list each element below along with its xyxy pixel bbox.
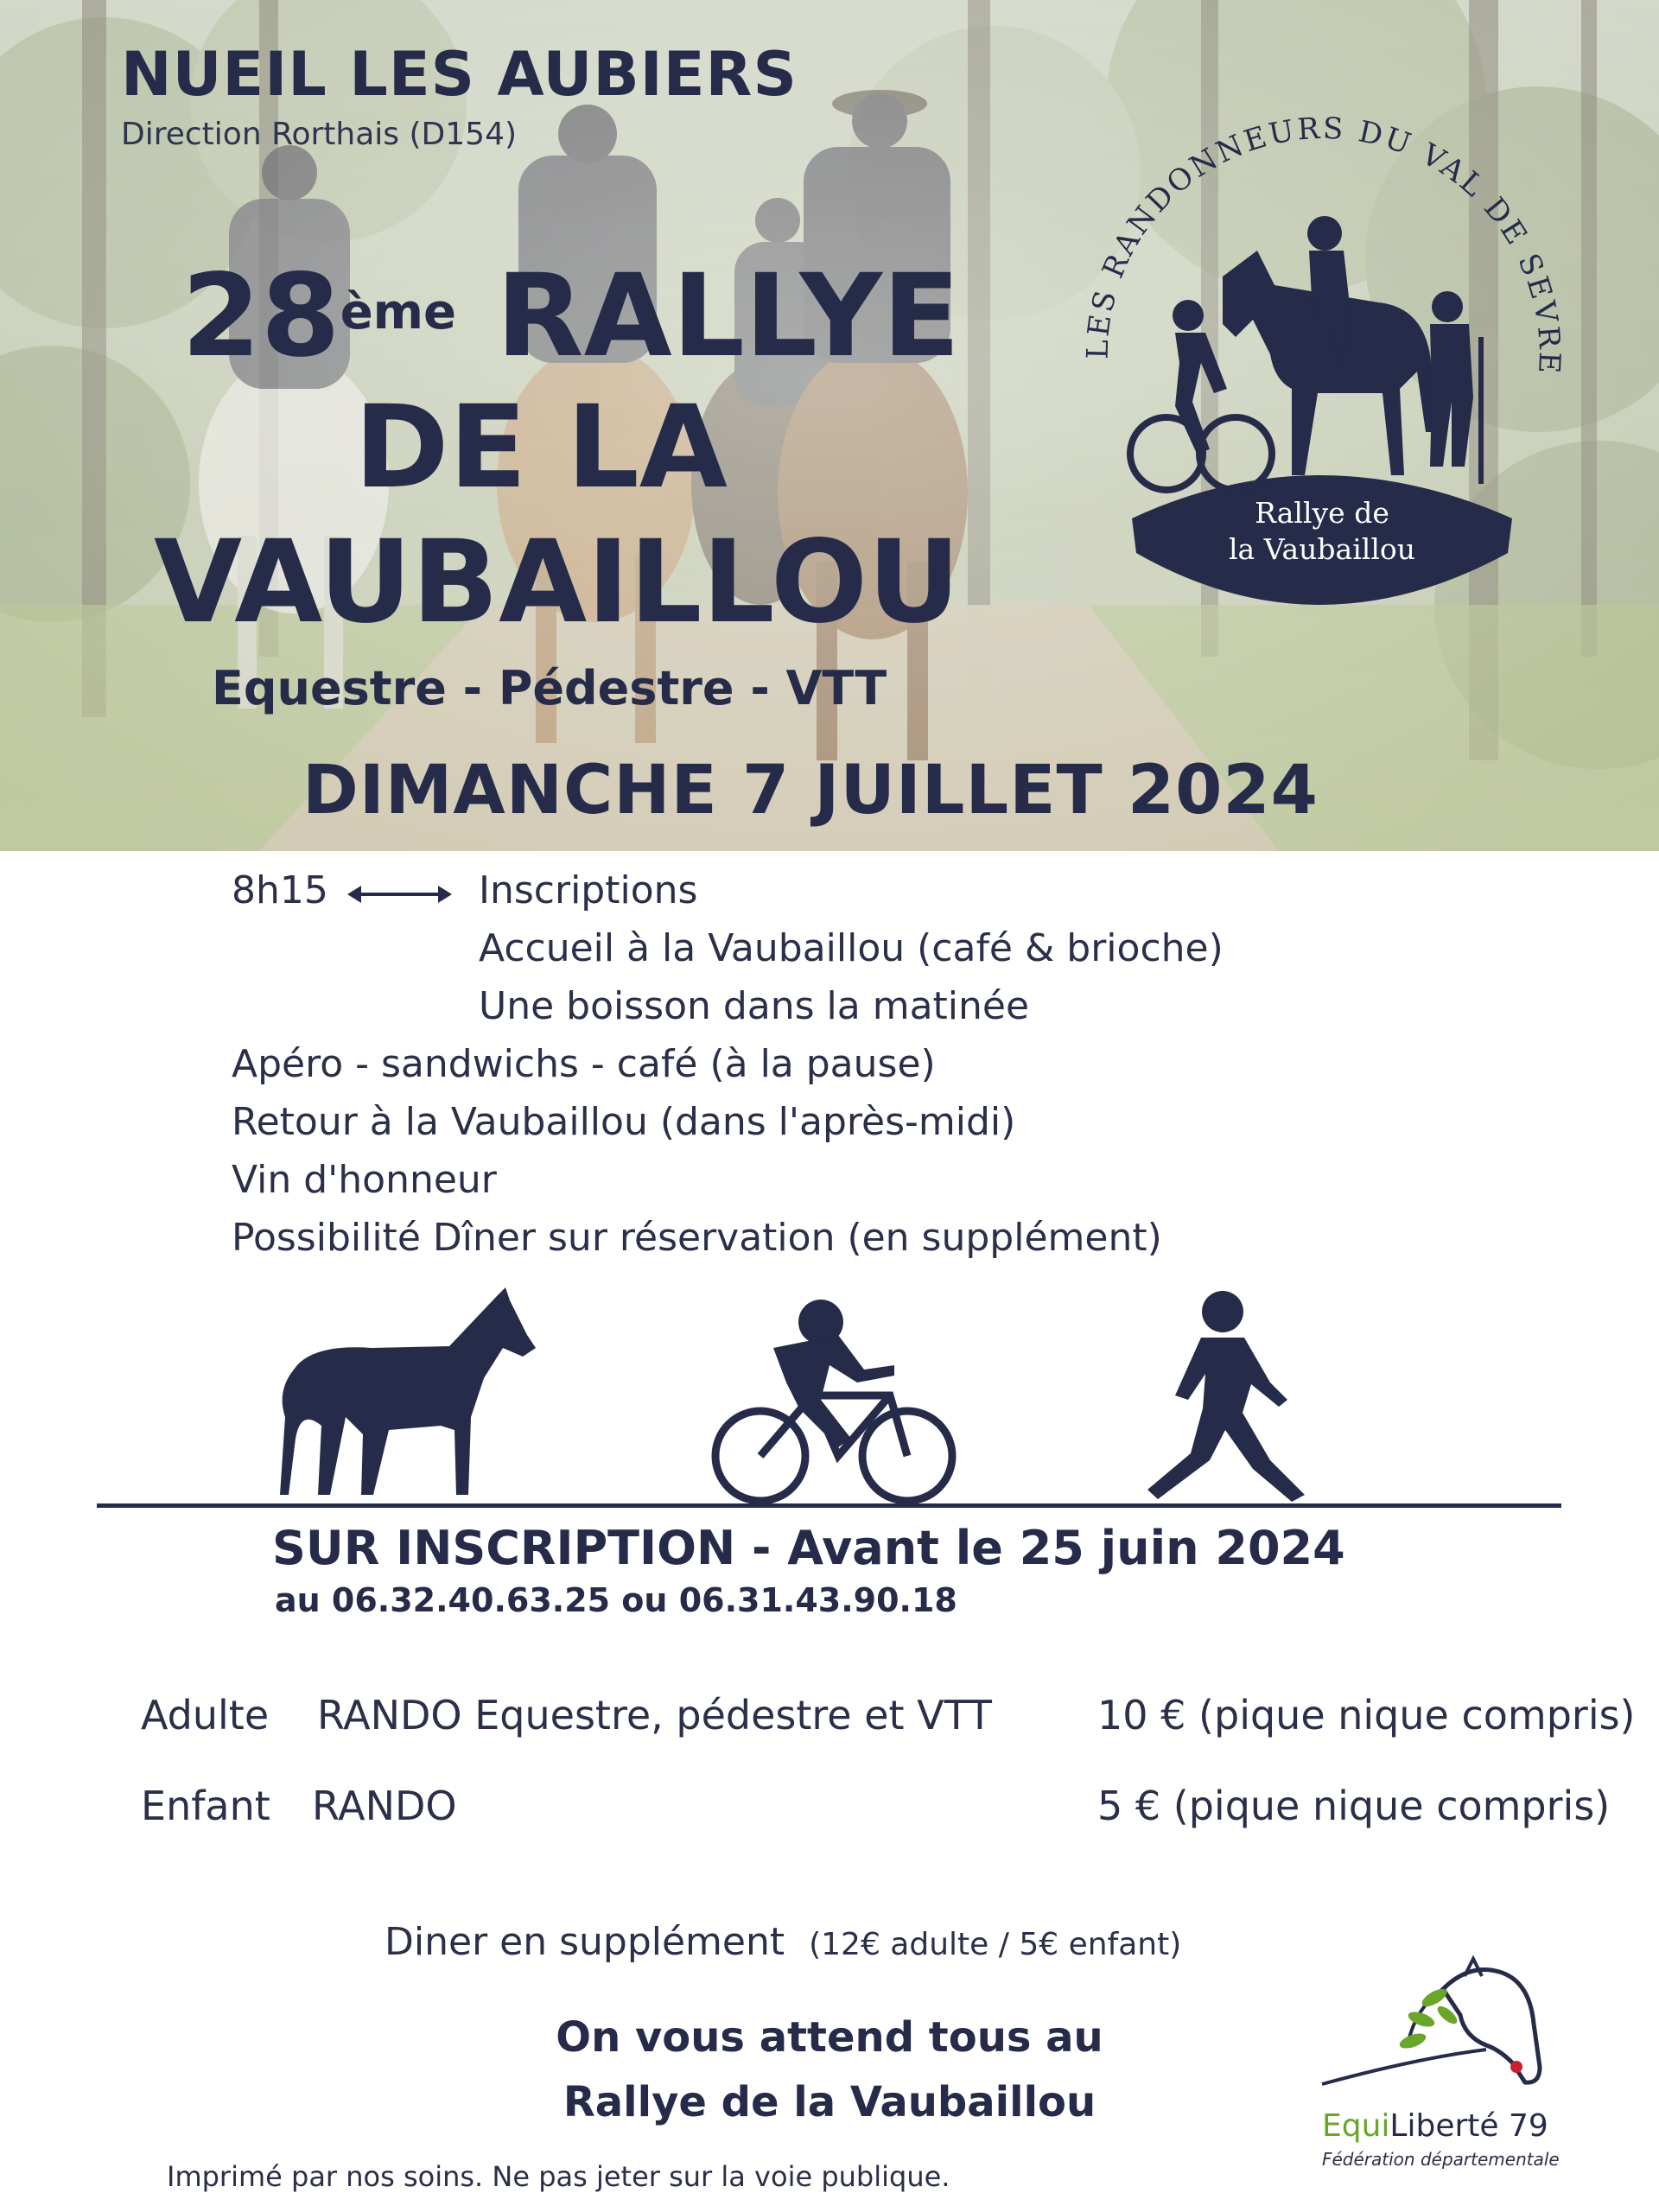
program-item: Accueil à la Vaubaillou (café & brioche) <box>479 926 1224 970</box>
horse-head-icon <box>1313 1955 1555 2101</box>
logo-line-1: Rallye de <box>1255 496 1389 530</box>
cyclist-icon <box>709 1287 959 1511</box>
program-item: Apéro - sandwichs - café (à la pause) <box>232 1042 936 1086</box>
horse-rider-icon <box>1223 216 1439 475</box>
program-item: Vin d'honneur <box>232 1158 497 1202</box>
partner-name-part1: Equi <box>1322 2108 1390 2144</box>
ground-line <box>97 1503 1561 1508</box>
dinner-label: Diner en supplément <box>385 1920 785 1964</box>
pricing-price: 5 € (pique nique compris) <box>1097 1783 1611 1829</box>
logo-arc-text: LES RANDONNEURS DU VAL DE SEVRE <box>1080 111 1567 377</box>
horse-icon <box>276 1287 536 1507</box>
dinner-detail: (12€ adulte / 5€ enfant) <box>809 1927 1182 1962</box>
partner-name-part2: Liberté 79 <box>1389 2108 1548 2144</box>
direction-subtitle: Direction Rorthais (D154) <box>121 117 518 152</box>
double-arrow-icon <box>346 880 454 912</box>
closing-line-1: On vous attend tous au <box>556 2013 1103 2062</box>
logo-line-2: la Vaubaillou <box>1228 532 1416 566</box>
closing-line-2: Rallye de la Vaubaillou <box>563 2078 1096 2126</box>
partner-name <box>1322 2108 1548 2144</box>
city-heading: NUEIL LES AUBIERS <box>121 39 798 110</box>
pricing-what: RANDO <box>312 1783 457 1829</box>
walker-icon <box>1141 1287 1313 1507</box>
title-ordinal-suffix: ème <box>340 284 457 340</box>
partner-logo <box>1313 1955 1560 2171</box>
footer-notice: Imprimé par nos soins. Ne pas jeter sur la voie publique. <box>167 2160 950 2193</box>
club-logo <box>1058 104 1577 639</box>
program-item: Inscriptions <box>479 868 698 912</box>
program-item: Retour à la Vaubaillou (dans l'après-midi) <box>232 1100 1016 1144</box>
program-item: Une boisson dans la matinée <box>479 984 1030 1028</box>
event-date: DIMANCHE 7 JUILLET 2024 <box>302 752 1319 830</box>
pricing-what: RANDO Equestre, pédestre et VTT <box>317 1692 993 1738</box>
title-word: RALLYE <box>495 250 961 383</box>
pricing-who: Adulte <box>141 1692 270 1738</box>
disciplines-subtitle: Equestre - Pédestre - VTT <box>212 661 887 715</box>
pricing-who: Enfant <box>141 1783 270 1829</box>
title-line-2: DE LA <box>354 381 728 514</box>
title-line-3: VAUBAILLOU <box>154 516 961 649</box>
logo-hiker-icon <box>1430 291 1484 484</box>
program-item: Possibilité Dîner sur réservation (en supplément) <box>232 1216 1162 1260</box>
title-number: 28 <box>181 250 340 383</box>
registration-title: SUR INSCRIPTION - Avant le 25 juin 2024 <box>272 1521 1345 1575</box>
pricing-price: 10 € (pique nique compris) <box>1097 1692 1636 1738</box>
partner-subtitle: Fédération départementale <box>1322 2149 1560 2170</box>
registration-phones: au 06.32.40.63.25 ou 06.31.43.90.18 <box>275 1581 957 1619</box>
program-time: 8h15 <box>232 868 328 912</box>
dinner-line <box>385 1920 1181 1964</box>
title-line-1 <box>181 250 961 383</box>
